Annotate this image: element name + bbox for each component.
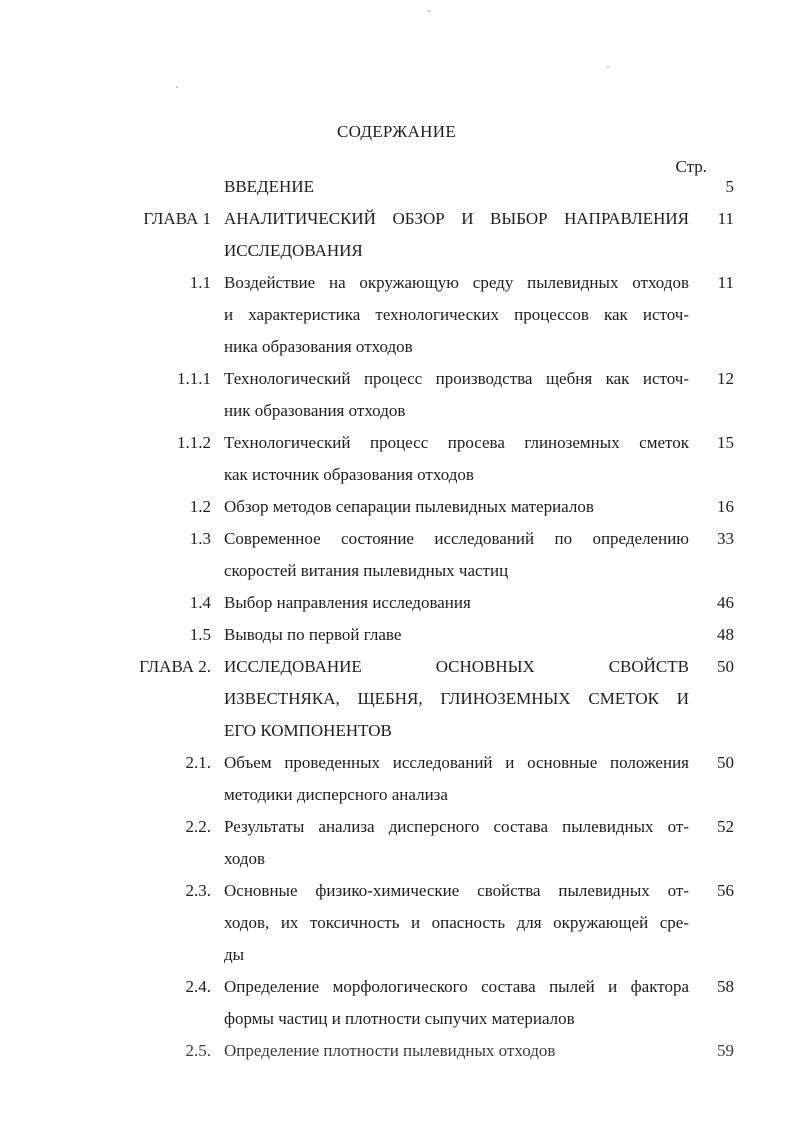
toc-entry-title-line: АНАЛИТИЧЕСКИЙ ОБЗОР И ВЫБОР НАПРАВЛЕНИЯ — [224, 209, 689, 228]
toc-entry-title — [224, 171, 689, 203]
toc-entry-page: 12 — [717, 369, 734, 388]
toc-entry-title-line: ИЗВЕСТНЯКА, ЩЕБНЯ, ГЛИНОЗЕМНЫХ СМЕТОК И — [224, 689, 689, 708]
toc-entry-title-line: Технологический процесс производства щебня как источ- — [224, 369, 689, 388]
toc-entry-title — [224, 267, 689, 363]
toc-entry-title-line: Объем проведенных исследований и основные положения — [224, 753, 689, 772]
toc-entry-title-line: ника образования отходов — [224, 337, 413, 356]
toc-entry-title — [224, 491, 689, 523]
toc-entry-title — [224, 811, 689, 875]
toc-entry-page: 11 — [717, 209, 734, 228]
scan-speck — [607, 66, 609, 68]
toc-entry-number: ГЛАВА 1 — [143, 209, 211, 228]
toc-entry — [0, 619, 793, 651]
toc-entry-page: 50 — [717, 657, 734, 676]
toc-entry-number: 1.1.1 — [177, 369, 211, 388]
toc-entry-page: 52 — [717, 817, 734, 836]
toc-entry-number: ГЛАВА 2. — [139, 657, 211, 676]
page-column-header: Стр. — [675, 157, 707, 176]
toc-entry-title — [224, 363, 689, 427]
toc-entry-page: 33 — [717, 529, 734, 548]
toc-entry-number: 2.4. — [185, 977, 211, 996]
toc-entry — [0, 811, 793, 875]
toc-entry-page: 46 — [717, 593, 734, 612]
toc-entry — [0, 203, 793, 267]
toc-entry-number: 2.2. — [185, 817, 211, 836]
toc-entry — [0, 651, 793, 747]
toc-entry-page: 59 — [717, 1041, 734, 1060]
toc-entry-title-line: ИССЛЕДОВАНИЕ ОСНОВНЫХ СВОЙСТВ — [224, 657, 689, 676]
toc-entry-page: 48 — [717, 625, 734, 644]
toc-entry — [0, 971, 793, 1035]
toc-entry-title-line: Определение плотности пылевидных отходов — [224, 1041, 556, 1060]
toc-entry-title-line: Воздействие на окружающую среду пылевидных отходов — [224, 273, 689, 292]
toc-entry-title-line: формы частиц и плотности сыпучих материалов — [224, 1009, 575, 1028]
toc-entry — [0, 1035, 793, 1067]
toc-entry-number: 2.1. — [185, 753, 211, 772]
scan-speck — [428, 10, 430, 12]
toc-entry-title-line: Современное состояние исследований по определению — [224, 529, 689, 548]
toc-entry-page: 50 — [717, 753, 734, 772]
toc-entry-title-line: ВВЕДЕНИЕ — [224, 177, 314, 196]
toc-entry-title — [224, 587, 689, 619]
toc-entry-number: 1.1 — [189, 273, 211, 292]
toc-entry-title-line: ник образования отходов — [224, 401, 406, 420]
toc-entry-title — [224, 747, 689, 811]
toc-entry — [0, 523, 793, 587]
toc-entry-page: 58 — [717, 977, 734, 996]
toc-entry-title-line: Основные физико-химические свойства пылевидных от- — [224, 881, 689, 900]
scan-speck — [176, 86, 178, 88]
toc-entry-title — [224, 619, 689, 651]
toc-entry-title-line: и характеристика технологических процессов как источ- — [224, 305, 689, 324]
toc-entry-title-line: Обзор методов сепарации пылевидных материалов — [224, 497, 594, 516]
toc-entry-page: 56 — [717, 881, 734, 900]
toc-entry-title — [224, 203, 689, 267]
toc-entry-title-line: как источник образования отходов — [224, 465, 474, 484]
toc-entry-page: 16 — [717, 497, 734, 516]
toc-entry-title — [224, 1035, 689, 1067]
toc-entry — [0, 587, 793, 619]
toc-entry-title-line: Выводы по первой главе — [224, 625, 402, 644]
toc-entry — [0, 491, 793, 523]
toc-entry-title-line: ходов, их токсичность и опасность для окружающей сре- — [224, 913, 689, 932]
toc-entry-number: 2.5. — [185, 1041, 211, 1060]
toc-entry-page: 5 — [725, 177, 734, 196]
toc-entry-title — [224, 651, 689, 747]
toc-entry-number: 1.5 — [189, 625, 211, 644]
toc-entry — [0, 875, 793, 971]
toc-entry-number: 1.4 — [189, 593, 211, 612]
toc-entry-title-line: ЕГО КОМПОНЕНТОВ — [224, 721, 392, 740]
toc-entry-title — [224, 427, 689, 491]
toc-entry-title-line: ходов — [224, 849, 266, 868]
toc-entry-page: 11 — [717, 273, 734, 292]
toc-entry-title — [224, 971, 689, 1035]
page-title: СОДЕРЖАНИЕ — [336, 122, 457, 141]
toc-entry-title — [224, 523, 689, 587]
toc-entry-number: 2.3. — [185, 881, 211, 900]
toc-entry-title-line: методики дисперсного анализа — [224, 785, 448, 804]
toc-entry — [0, 427, 793, 491]
toc-entry — [0, 171, 793, 203]
toc-entry-title-line: Определение морфологического состава пылей и фактора — [224, 977, 689, 996]
toc-entry — [0, 363, 793, 427]
toc-entry-number: 1.2 — [189, 497, 211, 516]
toc-entry-title — [224, 875, 689, 971]
toc-entry-title-line: Выбор направления исследования — [224, 593, 471, 612]
toc-entry-title-line: Технологический процесс просева глиноземных сметок — [224, 433, 689, 452]
toc-entry — [0, 747, 793, 811]
toc-entry-number: 1.3 — [189, 529, 211, 548]
toc-entry-title-line: ИССЛЕДОВАНИЯ — [224, 241, 363, 260]
toc-entry — [0, 267, 793, 363]
toc-entry-title-line: Результаты анализа дисперсного состава пылевидных от- — [224, 817, 689, 836]
toc-entry-title-line: ды — [224, 945, 245, 964]
toc-entry-number: 1.1.2 — [177, 433, 211, 452]
toc-entry-page: 15 — [717, 433, 734, 452]
toc-entry-title-line: скоростей витания пылевидных частиц — [224, 561, 509, 580]
